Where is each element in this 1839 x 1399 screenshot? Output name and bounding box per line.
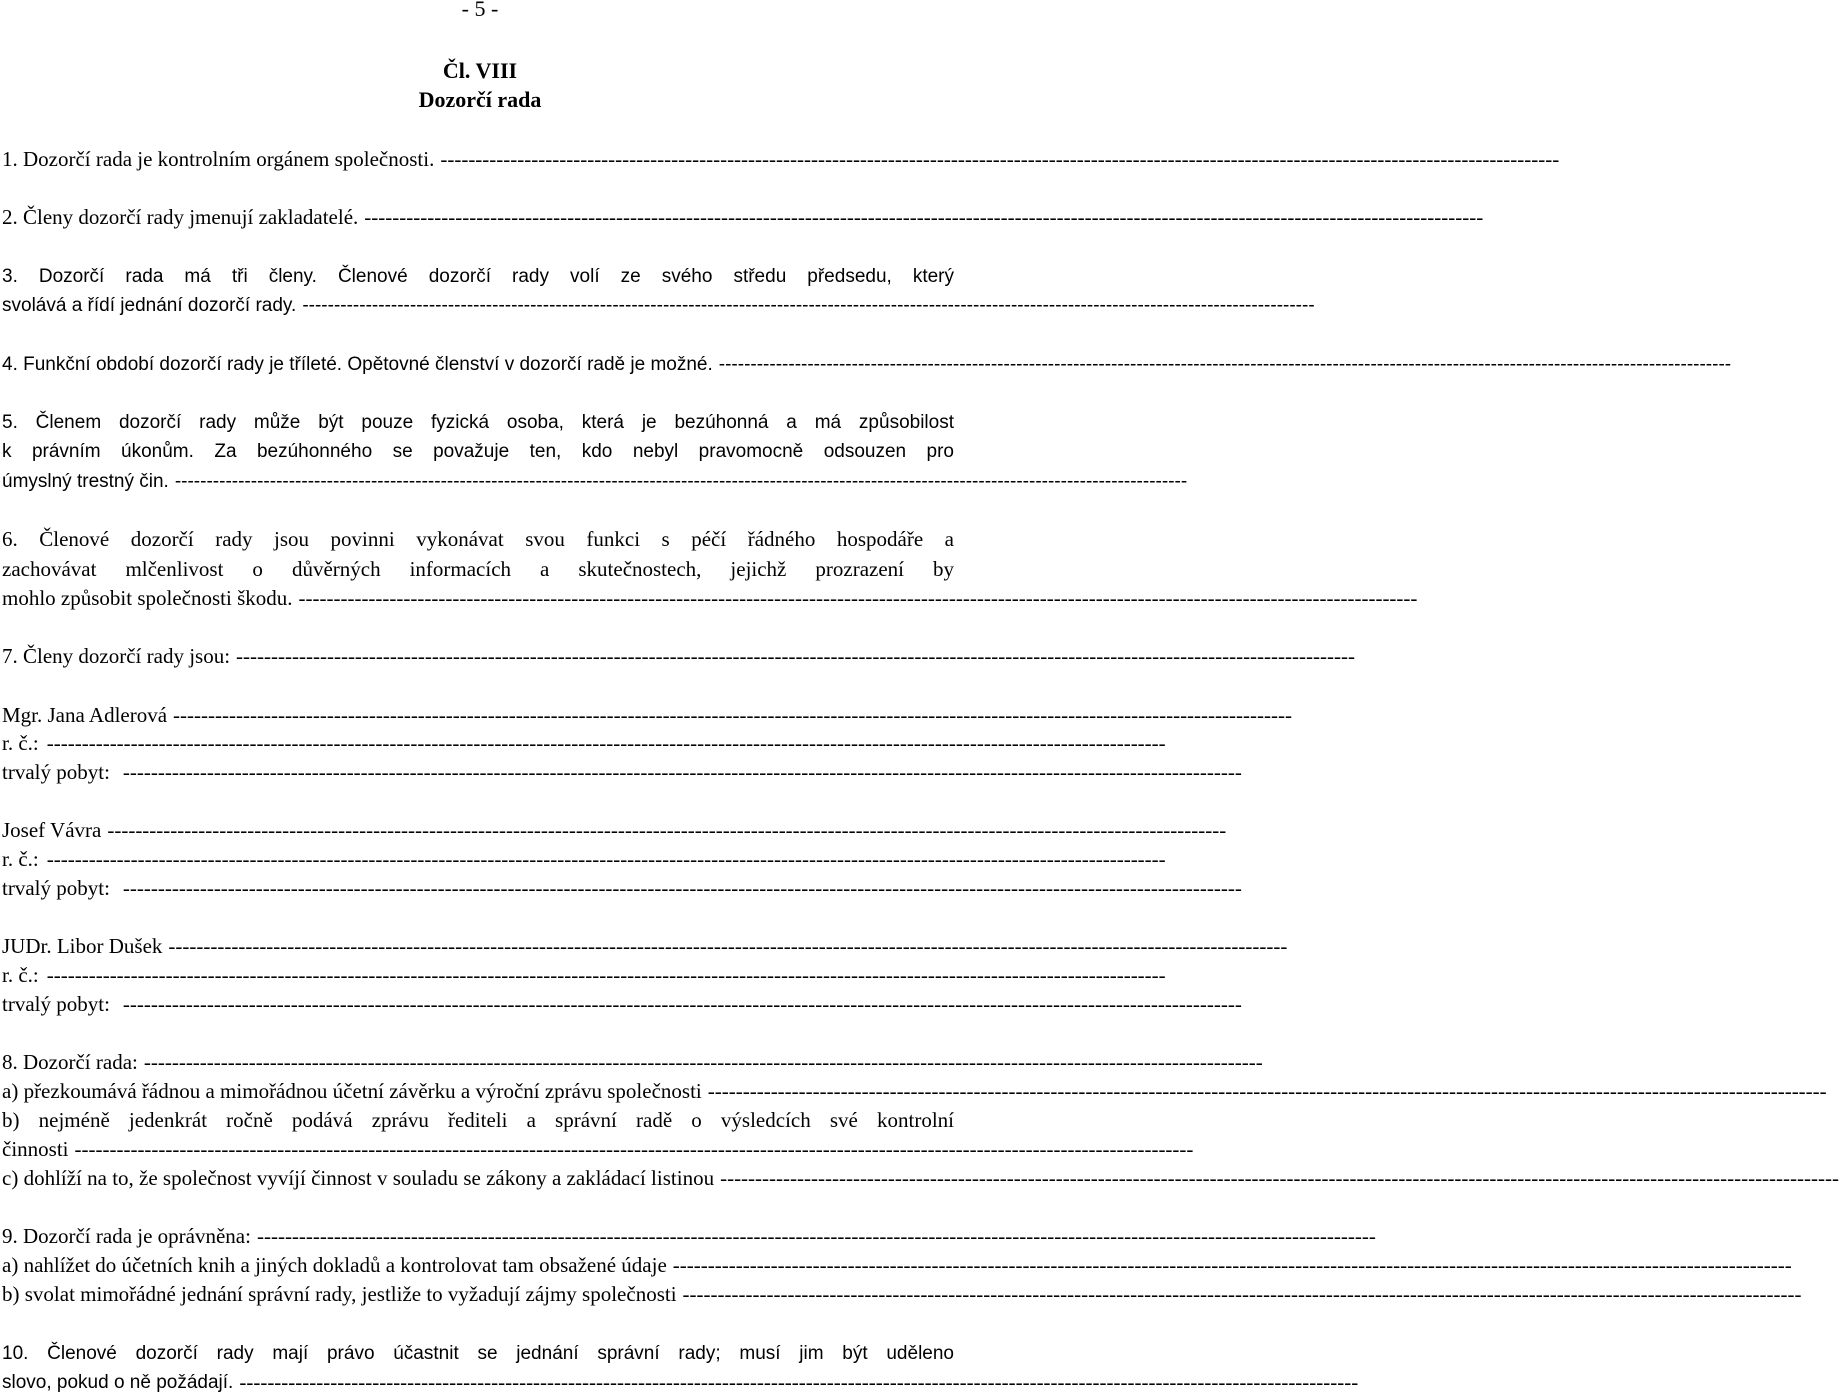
dash-filler: ---------------------------------------------------------------------------------------------------------------------------------------------------------------- xyxy=(364,205,1484,229)
paragraph-9-item-a xyxy=(2,1251,1792,1280)
rc-label: r. č.: xyxy=(2,847,39,871)
paragraph-9 xyxy=(2,1222,1376,1251)
paragraph-6-line-2: zachovávat mlčenlivost o důvěrných informacích a skutečnostech, jejichž prozrazení by xyxy=(2,557,954,581)
dash-filler: ---------------------------------------------------------------------------------------------------------------------------------------------------------------- xyxy=(74,1137,1194,1161)
dash-filler: ---------------------------------------------------------------------------------------------------------------------------------------------------------------- xyxy=(46,731,1166,755)
article-title: Dozorčí rada xyxy=(418,87,542,112)
paragraph-7 xyxy=(2,642,1355,671)
dash-filler: ---------------------------------------------------------------------------------------------------------------------------------------------------------------- xyxy=(122,760,1242,784)
dash-filler: ---------------------------------------------------------------------------------------------------------------------------------------------------------------- xyxy=(302,294,1315,316)
paragraph-text: svolává a řídí jednání dozorčí rady. xyxy=(2,294,297,316)
page-number: - 5 - xyxy=(461,0,499,21)
paragraph-4 xyxy=(2,350,1732,379)
dash-filler: ---------------------------------------------------------------------------------------------------------------------------------------------------------------- xyxy=(122,992,1242,1016)
dash-filler: ---------------------------------------------------------------------------------------------------------------------------------------------------------------- xyxy=(174,470,1188,492)
paragraph-text: a) přezkoumává řádnou a mimořádnou účetní závěrku a výroční zprávu společnosti xyxy=(2,1079,702,1103)
paragraph-8-item-a xyxy=(2,1077,1827,1106)
dash-filler: ---------------------------------------------------------------------------------------------------------------------------------------------------------------- xyxy=(256,1224,1376,1248)
address-label: trvalý pobyt: xyxy=(2,876,110,900)
dash-filler: ---------------------------------------------------------------------------------------------------------------------------------------------------------------- xyxy=(239,1370,1359,1394)
member-1-rc-line xyxy=(2,729,1166,758)
paragraph-5-line-1: 5. Členem dozorčí rady může být pouze fyzická osoba, která je bezúhonná a má způsobilost xyxy=(2,412,954,433)
paragraph-text: 8. Dozorčí rada: xyxy=(2,1050,138,1074)
dash-filler: ---------------------------------------------------------------------------------------------------------------------------------------------------------------- xyxy=(122,876,1242,900)
address-label: trvalý pobyt: xyxy=(2,760,110,784)
paragraph-text: 2. Členy dozorčí rady jmenují zakladatelé. xyxy=(2,205,359,229)
paragraph-3-line-1: 3. Dozorčí rada má tři členy. Členové dozorčí rady volí ze svého středu předsedu, který xyxy=(2,266,954,287)
member-1-address-line xyxy=(2,758,1242,787)
paragraph-text: a) nahlížet do účetních knih a jiných dokladů a kontrolovat tam obsažené údaje xyxy=(2,1253,667,1277)
paragraph-8 xyxy=(2,1048,1263,1077)
paragraph-text: 7. Členy dozorčí rady jsou: xyxy=(2,644,231,668)
dash-filler: ---------------------------------------------------------------------------------------------------------------------------------------------------------------- xyxy=(143,1050,1263,1074)
paragraph-8-item-b-line-2 xyxy=(2,1135,1194,1164)
paragraph-text: úmyslný trestný čin. xyxy=(2,470,169,492)
dash-filler: ---------------------------------------------------------------------------------------------------------------------------------------------------------------- xyxy=(720,1166,1839,1190)
address-label: trvalý pobyt: xyxy=(2,992,110,1016)
paragraph-text: 4. Funkční období dozorčí rady je tříleté. Opětovné členství v dozorčí radě je možné. xyxy=(2,353,713,375)
paragraph-5-line-3 xyxy=(2,467,1188,496)
dash-filler: ---------------------------------------------------------------------------------------------------------------------------------------------------------------- xyxy=(707,1079,1827,1103)
paragraph-text: mohlo způsobit společnosti škodu. xyxy=(2,586,293,610)
paragraph-text: c) dohlíží na to, že společnost vyvíjí činnost v souladu se zákony a zakládací listinou xyxy=(2,1166,715,1190)
article-heading xyxy=(0,56,960,114)
paragraph-6-line-1: 6. Členové dozorčí rady jsou povinni vykonávat svou funkci s péčí řádného hospodáře a xyxy=(2,527,954,551)
paragraph-text: 9. Dozorčí rada je oprávněna: xyxy=(2,1224,251,1248)
article-number: Čl. VIII xyxy=(442,58,518,83)
dash-filler: ---------------------------------------------------------------------------------------------------------------------------------------------------------------- xyxy=(168,934,1288,958)
paragraph-2 xyxy=(2,203,1484,232)
member-2-name-line xyxy=(2,816,1227,845)
member-2-rc-line xyxy=(2,845,1166,874)
member-1-name-line xyxy=(2,701,1292,730)
member-name: JUDr. Libor Dušek xyxy=(2,934,163,958)
dash-filler: ---------------------------------------------------------------------------------------------------------------------------------------------------------------- xyxy=(440,147,1560,171)
member-2-address-line xyxy=(2,874,1242,903)
paragraph-8-item-b-line-1: b) nejméně jedenkrát ročně podává zprávu řediteli a správní radě o výsledcích své kontrolní xyxy=(2,1108,954,1132)
member-3-rc-line xyxy=(2,961,1166,990)
paragraph-10-line-1: 10. Členové dozorčí rady mají právo účastnit se jednání správní rady; musí jim být uděleno xyxy=(2,1343,954,1364)
paragraph-text: 1. Dozorčí rada je kontrolním orgánem společnosti. xyxy=(2,147,435,171)
paragraph-9-item-b xyxy=(2,1280,1802,1309)
dash-filler: ---------------------------------------------------------------------------------------------------------------------------------------------------------------- xyxy=(682,1282,1802,1306)
member-3-name-line xyxy=(2,932,1288,961)
paragraph-8-item-c xyxy=(2,1164,1839,1193)
paragraph-10-line-2 xyxy=(2,1368,1359,1397)
paragraph-3-line-2 xyxy=(2,291,1315,320)
dash-filler: ---------------------------------------------------------------------------------------------------------------------------------------------------------------- xyxy=(46,847,1166,871)
dash-filler: ---------------------------------------------------------------------------------------------------------------------------------------------------------------- xyxy=(298,586,1418,610)
member-name: Josef Vávra xyxy=(2,818,102,842)
dash-filler: ---------------------------------------------------------------------------------------------------------------------------------------------------------------- xyxy=(107,818,1227,842)
paragraph-1 xyxy=(2,145,1560,174)
rc-label: r. č.: xyxy=(2,963,39,987)
paragraph-text: slovo, pokud o ně požádají. xyxy=(2,1371,234,1393)
rc-label: r. č.: xyxy=(2,731,39,755)
dash-filler: ---------------------------------------------------------------------------------------------------------------------------------------------------------------- xyxy=(236,644,1355,668)
paragraph-text: činnosti xyxy=(2,1137,69,1161)
dash-filler: ---------------------------------------------------------------------------------------------------------------------------------------------------------------- xyxy=(173,703,1292,727)
dash-filler: ---------------------------------------------------------------------------------------------------------------------------------------------------------------- xyxy=(46,963,1166,987)
dash-filler: ---------------------------------------------------------------------------------------------------------------------------------------------------------------- xyxy=(672,1253,1792,1277)
member-name: Mgr. Jana Adlerová xyxy=(2,703,168,727)
paragraph-text: b) svolat mimořádné jednání správní rady, jestliže to vyžadují zájmy společnosti xyxy=(2,1282,677,1306)
paragraph-6-line-3 xyxy=(2,584,1418,613)
paragraph-5-line-2: k právním úkonům. Za bezúhonného se považuje ten, kdo nebyl pravomocně odsouzen pro xyxy=(2,441,954,462)
dash-filler: ---------------------------------------------------------------------------------------------------------------------------------------------------------------- xyxy=(718,353,1732,375)
member-3-address-line xyxy=(2,990,1242,1019)
